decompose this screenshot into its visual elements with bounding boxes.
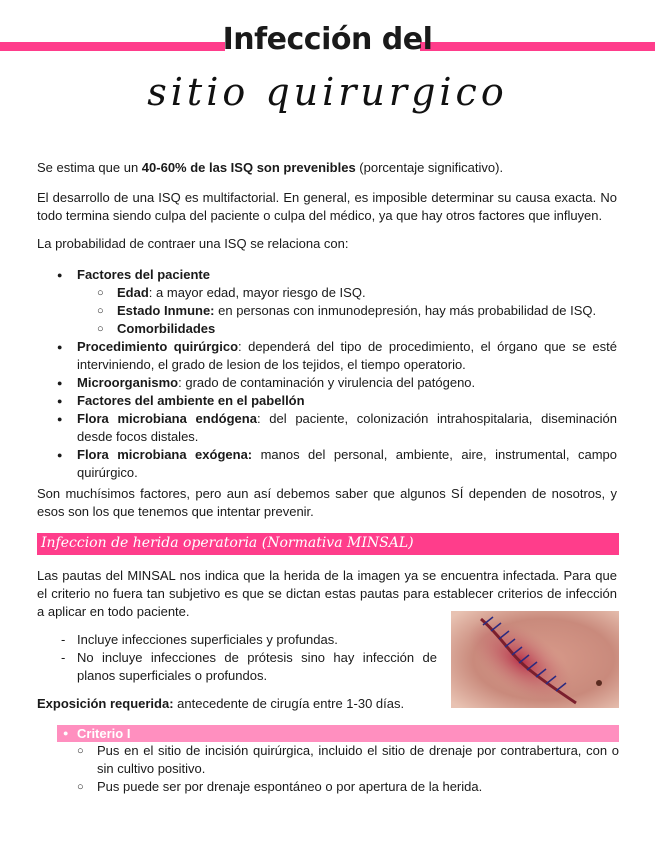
section-heading: Infeccion de herida operatoria (Normativa MINSAL) [41, 535, 414, 551]
intro-paragraph-2: El desarrollo de una ISQ es multifactorial. En general, es imposible determinar su causa exacta. No todo termina siendo culpa del paciente o culpa del médico, ya que hay otros factores que influyen. [37, 190, 617, 223]
exposure-label: Exposición requerida: [37, 696, 174, 711]
criterion-label: Criterio I [77, 726, 131, 741]
list-item [37, 392, 617, 410]
factors-list [37, 266, 617, 482]
wound-photo [451, 611, 619, 708]
section-paragraph: Las pautas del MINSAL nos indica que la herida de la imagen ya se encuentra infectada. Para que el criterio no fuera tan subjetivo es que se dictan estas pautas para establecer criterios de infección a aplicar en todo paciente. [37, 568, 617, 619]
subfactor-bold: Edad [117, 285, 149, 300]
list-item [77, 320, 617, 338]
factor-text: : dependerá del tipo de procedimiento, el órgano que se esté interviniendo, el grado de lesion de los tejidos, el tiempo operatorio. [77, 339, 617, 372]
inclusion-list [37, 631, 437, 685]
list-item: ○ Pus en el sitio de incisión quirúrgica, incluido el sitio de drenaje por contrabertura, con o sin cultivo positivo. [57, 742, 619, 778]
page-subtitle: sitio quirurgico [147, 70, 508, 114]
subfactor-bold: Comorbilidades [117, 321, 216, 336]
page-title: Infección del [222, 22, 433, 57]
list-item [37, 338, 617, 374]
factor-text: : del paciente, colonización intrahospitalaria, diseminación desde focos distales. [77, 411, 617, 444]
patient-factors-list [77, 284, 617, 338]
factor-text: manos del personal, ambiente, aire, instrumental, campo quirúrgico. [77, 447, 617, 480]
subfactor-text: : a mayor edad, mayor riesgo de ISQ. [148, 285, 366, 300]
list-item [37, 446, 617, 482]
list-item: - Incluye infecciones superficiales y profundas. [37, 631, 437, 649]
list-item [37, 374, 617, 392]
intro-p1-pre: Se estima que un [37, 160, 142, 175]
factor-text: : grado de contaminación y virulencia del patógeno. [178, 375, 476, 390]
intro-paragraph-3: La probabilidad de contraer una ISQ se relaciona con: [37, 236, 349, 251]
factor-bold: Microorganismo [77, 375, 179, 390]
wound-illustration [451, 611, 619, 708]
subfactor-text: en personas con inmunodepresión, hay más probabilidad de ISQ. [214, 303, 597, 318]
factor-bold: Factores del ambiente en el pabellón [77, 393, 305, 408]
intro-p1-post: (porcentaje significativo). [355, 160, 504, 175]
list-item: ○ Pus puede ser por drenaje espontáneo o por apertura de la herida. [57, 778, 619, 796]
criterion-wrapper [57, 742, 619, 796]
list-item [37, 410, 617, 446]
factor-bold: Procedimiento quirúrgico [77, 339, 239, 354]
section-heading-bar [37, 533, 619, 555]
closing-paragraph: Son muchísimos factores, pero aun así debemos saber que algunos SÍ dependen de nosotros, y esos son los que tenemos que intentar prevenir. [37, 486, 617, 519]
factor-bold: Flora microbiana endógena [77, 411, 257, 426]
criterion-bullet: ● [63, 728, 69, 738]
list-item [77, 284, 617, 302]
list-item: - No incluye infecciones de prótesis sino hay infección de planos superficiales o profundos. [37, 649, 437, 685]
criterion-list [57, 742, 619, 796]
intro-paragraph-1 [37, 159, 617, 177]
exposure-paragraph [37, 695, 617, 713]
factor-bold: Factores del paciente [77, 267, 210, 282]
subfactor-bold: Estado Inmune: [117, 303, 215, 318]
list-item [37, 266, 617, 338]
exposure-text: antecedente de cirugía entre 1-30 días. [173, 696, 405, 711]
factor-bold: Flora microbiana exógena: [77, 447, 253, 462]
intro-p1-bold: 40-60% de las ISQ son prevenibles [141, 160, 356, 175]
list-item [77, 302, 617, 320]
criterion-sublist [57, 742, 619, 796]
criterion-bar [57, 725, 619, 742]
